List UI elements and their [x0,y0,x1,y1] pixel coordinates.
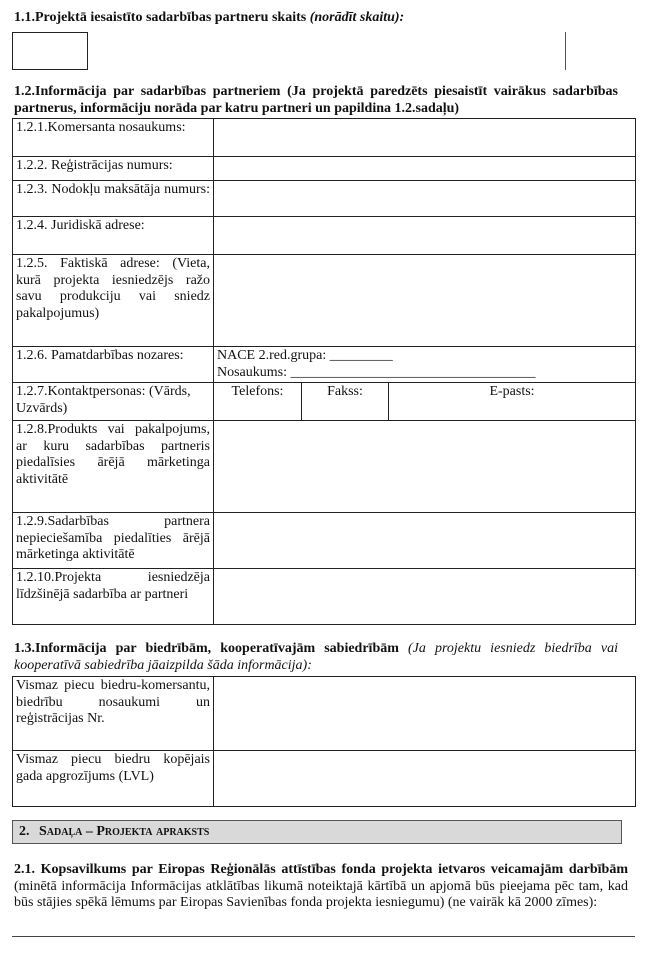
table-row [13,513,636,569]
partner-count-field[interactable] [12,32,88,70]
fax-field[interactable]: Fakss: [302,383,389,420]
table-row [13,677,636,751]
industry-field[interactable] [214,347,636,383]
section-1-1-note: (norādīt skaitu): [309,10,405,25]
row-label: 1.2.3. Nodokļu maksātāja numurs: [13,181,214,217]
section-2-1-block [14,862,628,912]
section-1-1-heading [14,10,634,27]
section-1-1-title: 1.1.Projektā iesaistīto sadarbības partneru skaits [14,10,307,25]
table-row [13,569,636,625]
nace-group-line: NACE 2.red.grupa: _________ [217,348,393,363]
prior-cooperation-field[interactable] [214,569,636,625]
section-2-number: 2. [19,824,30,839]
actual-address-field[interactable] [214,255,636,347]
tax-number-field[interactable] [214,181,636,217]
section-1-2-heading [14,84,618,117]
row-label: 1.2.2. Reģistrācijas numurs: [13,157,214,181]
email-field[interactable]: E-pasts: [489,384,535,399]
table-row [13,119,636,157]
row-label: Vismaz piecu biedru-komersantu, biedrību nosaukumi un reģistrācijas Nr. [13,677,214,751]
row-label: 1.2.8.Produkts vai pakalpojums, ar kuru sadarbības partneris piedalīsies ārējā mārketinga aktivitātē [13,421,214,513]
section-2-1-title: 2.1. Kopsavilkums par Eiropas Reģionālās attīstības fonda projekta ietvaros veicamajām darbībām [14,862,628,877]
members-turnover-field[interactable] [214,751,636,807]
section-2-header [12,820,622,844]
row-label: 1.2.5. Faktiskā adrese: (Vieta, kurā projekta iesniedzējs ražo savu produkciju vai sniedz pakalpojumus) [13,255,214,347]
row-label: 1.2.1.Komersanta nosaukums: [13,119,214,157]
row-label: Vismaz piecu biedru kopējais gada apgrozījums (LVL) [13,751,214,807]
nace-name-line: Nosaukums: ___________________________________ [217,364,536,380]
bottom-rule [12,936,635,937]
registration-number-field[interactable] [214,157,636,181]
table-row [13,421,636,513]
contact-cell [214,383,636,421]
row-label: 1.2.4. Juridiskā adrese: [13,217,214,255]
association-info-table [12,676,636,807]
table-row [13,181,636,217]
product-field[interactable] [214,421,636,513]
table-row [13,217,636,255]
section-1-3-note: (Ja projektu iesniedz biedrība vai kooperatīvā sabiedrība jāaizpilda šāda informācija): [14,641,618,673]
table-row [13,383,636,421]
table-row [13,751,636,807]
row-label: 1.2.7.Kontaktpersonas: (Vārds, Uzvārds) [13,383,214,421]
row-label: 1.2.6. Pamatdarbības nozares: [13,347,214,383]
row-label: 1.2.10.Projekta iesniedzēja līdzšinējā sadarbība ar partneri [13,569,214,625]
partner-info-table [12,118,636,625]
members-names-field[interactable] [214,677,636,751]
phone-field[interactable]: Telefons: [214,383,302,420]
table-row [13,255,636,347]
table-row [13,157,636,181]
row-label: 1.2.9.Sadarbības partnera nepieciešamība piedalīties ārējā mārketinga aktivitātē [13,513,214,569]
section-2-title: Sadaļa – Projekta apraksts [39,824,210,839]
legal-address-field[interactable] [214,217,636,255]
section-1-3-heading [14,641,618,674]
section-1-3-title: 1.3.Informācija par biedrībām, kooperatīvajām sabiedrībām [14,641,399,656]
partner-need-field[interactable] [214,513,636,569]
vertical-rule [565,32,566,70]
company-name-field[interactable] [214,119,636,157]
section-2-1-note: (minētā informācija Informācijas atklātības likumā noteiktajā kārtībā un apjomā būs pieejama pēc tam, kad būs stājies spēkā lēmums par Eiropas Savienības fonda projekta iesniegumu) (ne vairāk kā 2000 zīmes): [14,878,628,910]
section-1-2-note: (Ja projektā paredzēts piesaistīt vairākus sadarbības partnerus, informāciju norāda par katru partneri un papildina 1.2.sadaļu) [14,84,618,116]
section-1-2-title: 1.2.Informācija par sadarbības partneriem [14,84,281,99]
table-row [13,347,636,383]
